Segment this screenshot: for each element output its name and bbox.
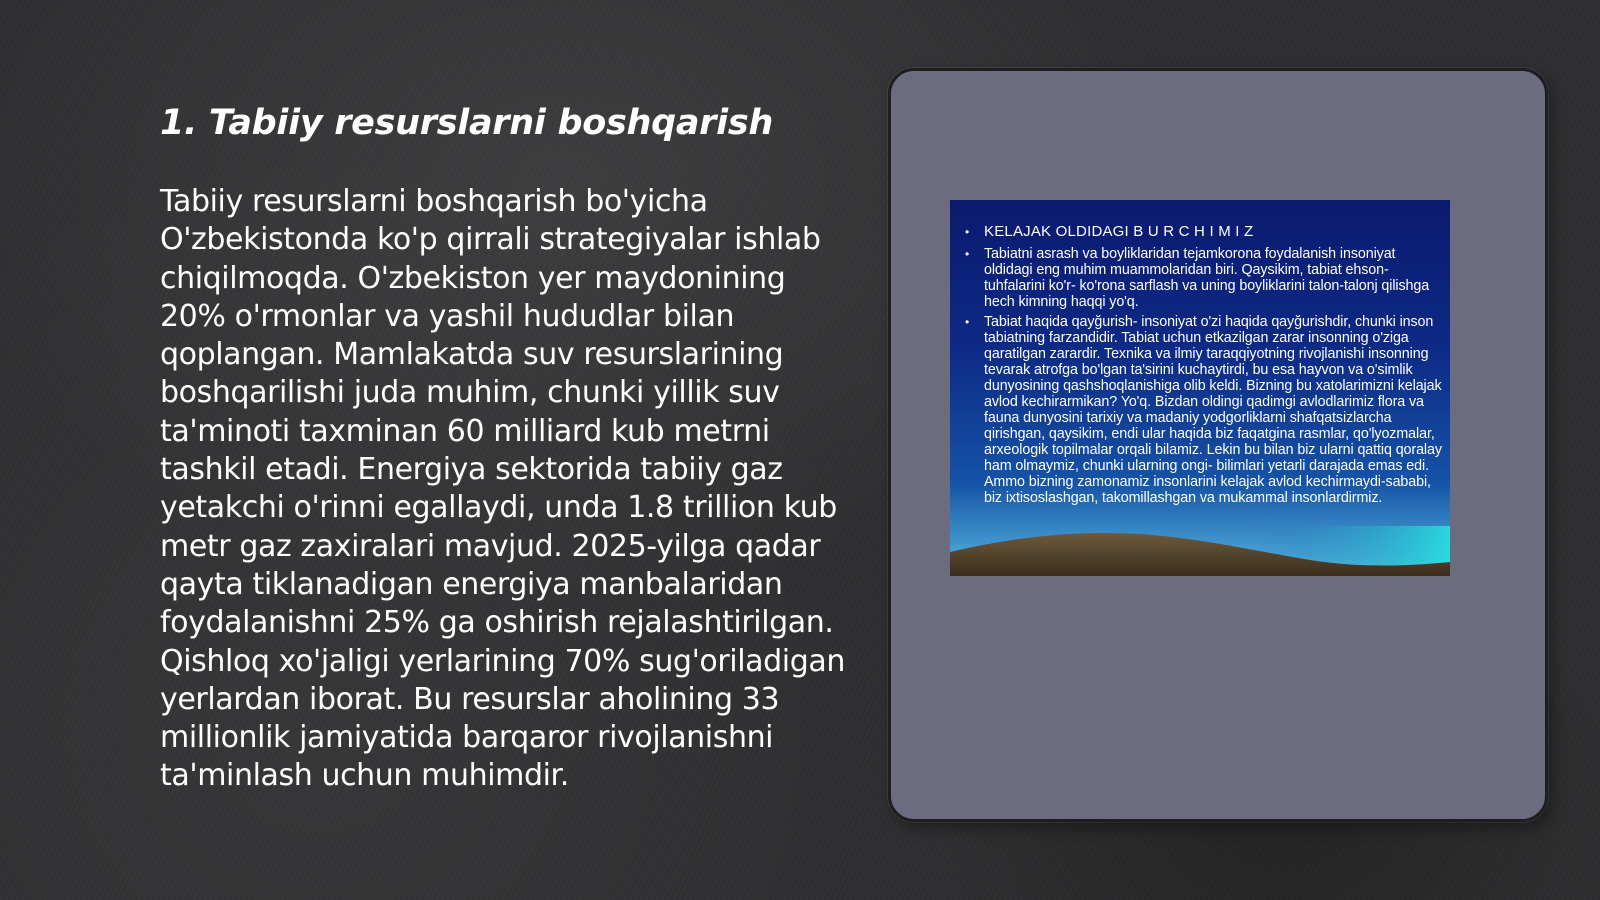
bullet-title: • KELAJAK OLDIDAGI B U R C H I M I Z (964, 224, 1442, 240)
slide-body-text: Tabiiy resurslarni boshqarish bo'yicha O'zbekistonda ko'p qirrali strategiyalar ishlab chiqilmoqda. O'zbekiston yer maydonining 20% o'rmonlar va yashil hududlar bilan qoplangan. Mamlakatda suv resurslarining boshqarilishi juda muhim, chunki yillik suv ta'minoti taxminan 60 milliard kub metrni tashkil etadi. Energiya sektorida tabiiy gaz yetakchi o'rinni egallaydi, unda 1.8 trillion kub metr gaz zaxiralari mavjud. 2025-yilga qadar qayta tiklanadigan energiya manbalaridan foydalanishni 25% ga oshirish rejalashtirilgan. Qishloq xo'jaligi yerlarining 70% sug'oriladigan yerlardan iborat. Bu resurslar aholining 33 millionlik jamiyatida barqaror rivojlanishni ta'minlash uchun muhimdir. (160, 184, 845, 794)
bullet-item: • Tabiatni asrash va boyliklaridan tejamkorona foydalanish insoniyat oldidagi eng muhim muammolaridan biri. Qaysikim, tabiat ehson-tuhfalarini ko'r- ko'rona sarflash va uning boyliklarini talon-talonj qilishga hech kimning haqqi yo'q. (964, 246, 1442, 310)
mountain-silhouette (950, 516, 1450, 576)
embedded-bullet-list (964, 224, 1442, 510)
embedded-slide-image (950, 200, 1450, 576)
bullet-item: • Tabiat haqida qayğurish- insoniyat o'zi haqida qayğurishdir, chunki inson tabiatning farzandidir. Tabiat uchun etkazilgan zarar insonning o'ziga qaratilgan zarardir. Texnika va ilmiy taraqqiyotning rivojlanishi insonning tevarak atrofga bo'lgan ta'sirini kuchaytirdi, bu esa hayvon va o'simlik dunyosining qashshoqlanishiga olib keldi. Bizning bu xatolarimizni kelajak avlod kechirarmikan? Yo'q. Bizdan oldingi qadimgi avlodlarimiz flora va fauna dunyosini tarixiy va madaniy yodgorliklarni shafqatsizlarcha qirishgan, qaysikim, endi ular haqida biz faqatgina rasmlar, qo'lyozmalar, arxeologik topilmalar orqali bilamiz. Lekin bu bilan biz ularni qattiq qoralay ham olmaymiz, chunki ularning ongi- bilimlari yetarli darajada emas edi. Ammo bizning zamonamiz insonlarini kelajak avlod kechirmaydi-sababi, biz ixtisoslashgan, takomillashgan va mukammal insonlardirmiz. (964, 314, 1442, 506)
slide-heading: 1. Tabiiy resurslarni boshqarish (160, 103, 773, 143)
